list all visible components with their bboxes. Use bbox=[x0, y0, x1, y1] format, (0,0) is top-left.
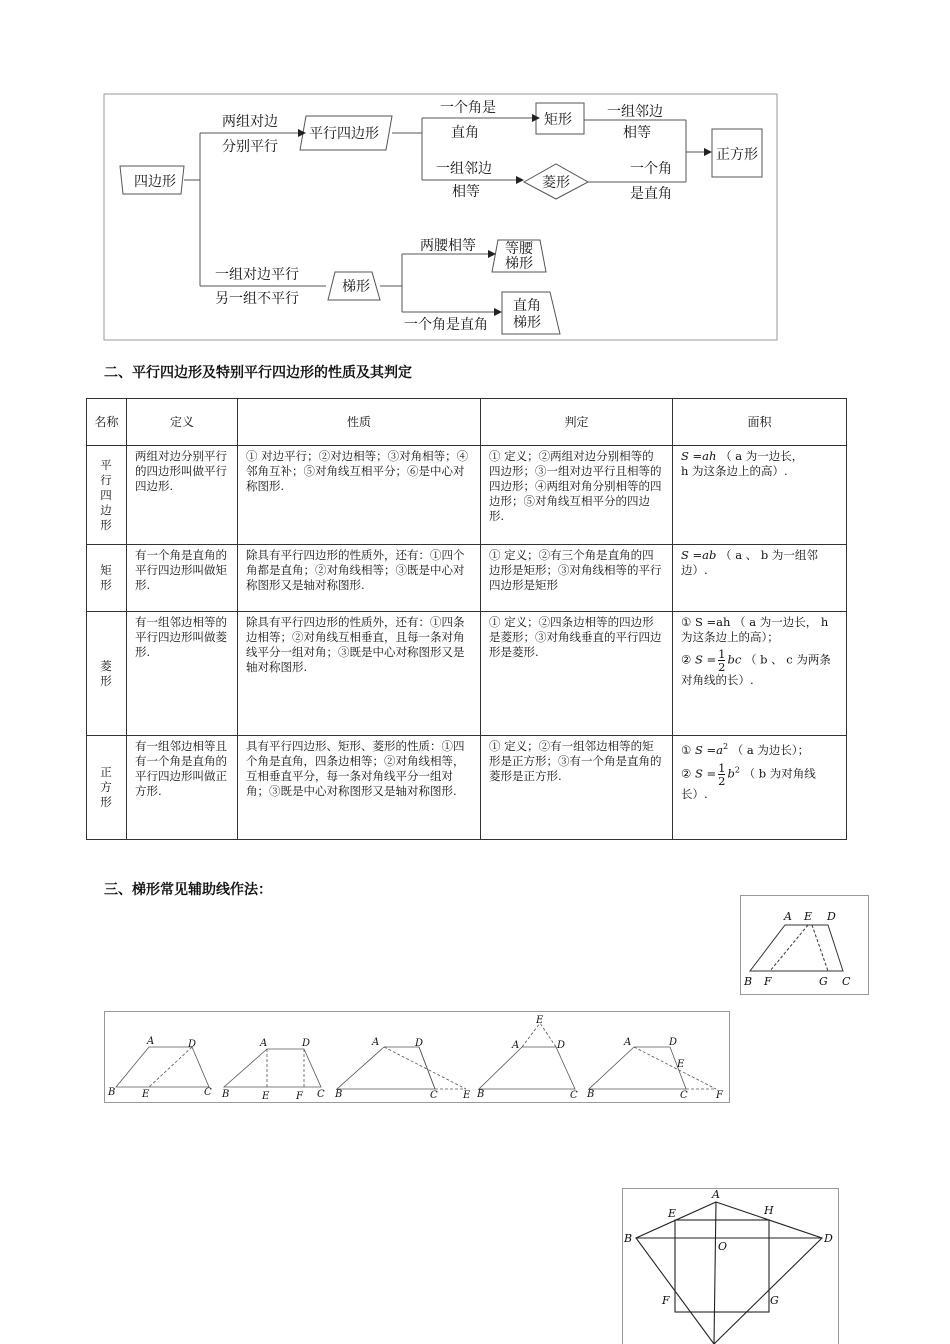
area-item-2 bbox=[681, 762, 838, 802]
row-name: 平行四边形 bbox=[87, 446, 127, 545]
node-quad: 四边形 bbox=[134, 174, 176, 190]
area-note: （ a 、 b 为一组邻边）. bbox=[681, 548, 818, 577]
fraction bbox=[718, 648, 725, 673]
fig2-label-F: F bbox=[296, 1091, 303, 1102]
node-trapezoid: 梯形 bbox=[342, 279, 370, 295]
area-superscript: 2 bbox=[734, 765, 740, 775]
row-criteria: ① 定义；②两组对边分别相等的四边形；③一组对边平行且相等的四边形；④两组对角分别相等的四边形；⑤对角线互相平分的四边形. bbox=[481, 446, 673, 545]
fig4-label-C: C bbox=[570, 1090, 578, 1101]
fig4-label-A: A bbox=[512, 1040, 520, 1051]
row-properties: 除具有平行四边形的性质外，还有：①四条边相等；②对角线互相垂直，且每一条对角线平分一组对角；③既是中心对称图形又是轴对称图形. bbox=[238, 612, 481, 736]
area-note: （ a 为边长）； bbox=[731, 742, 810, 757]
fig3-label-A: A bbox=[372, 1037, 380, 1048]
fig1-label-C: C bbox=[204, 1087, 212, 1098]
node-parallelogram: 平行四边形 bbox=[309, 126, 379, 142]
edge-label: 一组对边平行 bbox=[215, 267, 299, 283]
fig1-label-A: A bbox=[147, 1036, 155, 1047]
fig4-label-B: B bbox=[477, 1089, 485, 1100]
row-area bbox=[673, 545, 847, 612]
table-row bbox=[87, 736, 847, 840]
table-row bbox=[87, 612, 847, 736]
label-G: G bbox=[819, 975, 828, 988]
edge-label: 一组邻边 bbox=[607, 104, 663, 120]
kite-label-F: F bbox=[662, 1294, 670, 1307]
trapezoid-figure-main bbox=[740, 895, 870, 995]
area-note: h 为这条边上的高）. bbox=[681, 464, 788, 478]
area-formula: S =a bbox=[694, 742, 723, 757]
label-A: A bbox=[784, 910, 792, 923]
fraction-denominator: 2 bbox=[718, 660, 726, 674]
row-criteria: ① 定义；②有三个角是直角的四边形是矩形；③对角线相等的平行四边形是矩形 bbox=[481, 545, 673, 612]
fig1-label-E: E bbox=[142, 1089, 150, 1100]
fig5-label-F: F bbox=[716, 1090, 723, 1101]
area-item-prefix: ① bbox=[681, 742, 692, 757]
section-2-heading: 二、平行四边形及特别平行四边形的性质及其判定 bbox=[104, 365, 412, 381]
row-definition: 有一组邻边相等且有一个角是直角的平行四边形叫做正方形. bbox=[127, 736, 238, 840]
kite-square-figure bbox=[622, 1188, 840, 1344]
area-item-2 bbox=[681, 648, 838, 688]
area-formula: S =ah bbox=[681, 449, 717, 463]
area-formula-tail: bc bbox=[727, 652, 742, 667]
label-C: C bbox=[842, 975, 851, 988]
label-F: F bbox=[764, 975, 772, 988]
fig2-label-D: D bbox=[302, 1038, 311, 1049]
fig2-label-C: C bbox=[317, 1089, 325, 1100]
row-properties: 具有平行四边形、矩形、菱形的性质：①四个角是直角，四条边相等；②对角线相等，互相垂直平分，每一条对角线平分一组对角；③既是中心对称图形又是轴对称图形. bbox=[238, 736, 481, 840]
properties-table bbox=[86, 398, 847, 840]
row-name: 菱形 bbox=[87, 612, 127, 736]
row-definition: 有一组邻边相等的平行四边形叫做菱形. bbox=[127, 612, 238, 736]
kite-label-B: B bbox=[624, 1232, 633, 1245]
section-3-heading: 三、梯形常见辅助线作法： bbox=[104, 882, 272, 898]
edge-label: 直角 bbox=[451, 125, 479, 141]
fig5-label-B: B bbox=[587, 1089, 595, 1100]
area-item-1: ① S =ah （ a 为一边长， h 为这条边上的高）； bbox=[681, 615, 829, 644]
fig2-label-E: E bbox=[262, 1091, 270, 1102]
edge-label: 两组对边 bbox=[222, 114, 278, 130]
table-header-row bbox=[87, 399, 847, 446]
area-item-prefix: ② bbox=[681, 652, 692, 667]
kite-label-E: E bbox=[668, 1207, 677, 1220]
header-definition: 定义 bbox=[127, 399, 238, 446]
kite-label-H: H bbox=[764, 1204, 774, 1217]
node-isosceles-line1: 等腰 bbox=[505, 241, 533, 257]
row-definition: 有一个角是直角的平行四边形叫做矩形. bbox=[127, 545, 238, 612]
area-formula: S =ab bbox=[681, 548, 717, 562]
edge-label: 相等 bbox=[452, 184, 480, 200]
row-area bbox=[673, 736, 847, 840]
fig2-label-A: A bbox=[260, 1038, 268, 1049]
area-item-prefix: ② bbox=[681, 766, 692, 781]
node-rhombus: 菱形 bbox=[542, 175, 570, 191]
node-isosceles-line2: 梯形 bbox=[505, 256, 533, 272]
fig3-label-C: C bbox=[430, 1090, 438, 1101]
area-formula: S = bbox=[694, 766, 717, 781]
fig4-label-E: E bbox=[536, 1015, 544, 1026]
area-note: （ b 为对角线长）. bbox=[681, 766, 816, 801]
edge-label: 是直角 bbox=[630, 186, 672, 202]
fig1-label-B: B bbox=[108, 1087, 116, 1098]
edge-label: 另一组不平行 bbox=[215, 291, 299, 307]
node-right-trap-line2: 梯形 bbox=[513, 315, 541, 331]
label-D: D bbox=[827, 910, 836, 923]
label-E: E bbox=[804, 910, 813, 923]
row-area bbox=[673, 446, 847, 545]
table-row bbox=[87, 545, 847, 612]
fig3-label-B: B bbox=[335, 1089, 343, 1100]
row-area bbox=[673, 612, 847, 736]
area-item-1 bbox=[681, 739, 838, 758]
header-criteria: 判定 bbox=[481, 399, 673, 446]
kite-label-D: D bbox=[824, 1232, 833, 1245]
header-area: 面积 bbox=[673, 399, 847, 446]
edge-label: 分别平行 bbox=[222, 139, 278, 155]
fig1-label-D: D bbox=[188, 1039, 197, 1050]
fig5-label-C: C bbox=[680, 1090, 688, 1101]
fig5-label-E: E bbox=[677, 1059, 685, 1070]
kite-label-O: O bbox=[718, 1240, 728, 1253]
header-name: 名称 bbox=[87, 399, 127, 446]
header-properties: 性质 bbox=[238, 399, 481, 446]
fraction-numerator: 1 bbox=[718, 760, 726, 775]
table-row bbox=[87, 446, 847, 545]
area-formula-tail: b bbox=[727, 766, 735, 781]
row-properties: ① 对边平行；②对边相等；③对角相等；④邻角互补；⑤对角线互相平分；⑥是中心对称图形. bbox=[238, 446, 481, 545]
fraction bbox=[718, 762, 725, 787]
flowchart-frame bbox=[104, 94, 777, 340]
edge-label: 一个角是 bbox=[440, 100, 496, 116]
fraction-numerator: 1 bbox=[718, 647, 726, 661]
label-B: B bbox=[744, 975, 753, 988]
node-rectangle: 矩形 bbox=[544, 112, 572, 128]
edge-label: 一个角 bbox=[630, 161, 672, 177]
quadrilateral-classification-flowchart bbox=[0, 0, 950, 345]
edge-label: 一组邻边 bbox=[436, 161, 492, 177]
auxiliary-lines-figures bbox=[104, 1011, 731, 1103]
area-superscript: 2 bbox=[723, 742, 729, 751]
fig4-label-D: D bbox=[557, 1040, 566, 1051]
area-note: （ b 、 c 为两条对角线的长）. bbox=[681, 652, 831, 687]
area-formula: S = bbox=[694, 652, 717, 667]
row-properties: 除具有平行四边形的性质外，还有：①四个角都是直角；②对角线相等；③既是中心对称图形又是轴对称图形. bbox=[238, 545, 481, 612]
node-right-trap-line1: 直角 bbox=[513, 298, 541, 314]
edge-label: 相等 bbox=[623, 125, 651, 141]
row-name: 矩形 bbox=[87, 545, 127, 612]
fig2-label-B: B bbox=[222, 1089, 230, 1100]
kite-label-A: A bbox=[712, 1188, 720, 1201]
fig5-label-A: A bbox=[624, 1037, 632, 1048]
fig3-label-E: E bbox=[463, 1090, 471, 1101]
fig3-label-D: D bbox=[415, 1038, 424, 1049]
fraction-denominator: 2 bbox=[718, 773, 726, 788]
edge-label: 一个角是直角 bbox=[404, 317, 488, 333]
edge-label: 两腰相等 bbox=[420, 238, 476, 254]
row-criteria: ① 定义；②有一组邻边相等的矩形是正方形；③有一个角是直角的菱形是正方形. bbox=[481, 736, 673, 840]
kite-label-G: G bbox=[770, 1294, 779, 1307]
row-criteria: ① 定义；②四条边相等的四边形是菱形；③对角线垂直的平行四边形是菱形. bbox=[481, 612, 673, 736]
node-square: 正方形 bbox=[716, 147, 758, 163]
fig5-label-D: D bbox=[669, 1037, 678, 1048]
area-note: （ a 为一边长， bbox=[720, 449, 804, 463]
row-definition: 两组对边分别平行的四边形叫做平行四边形. bbox=[127, 446, 238, 545]
row-name: 正方形 bbox=[87, 736, 127, 840]
